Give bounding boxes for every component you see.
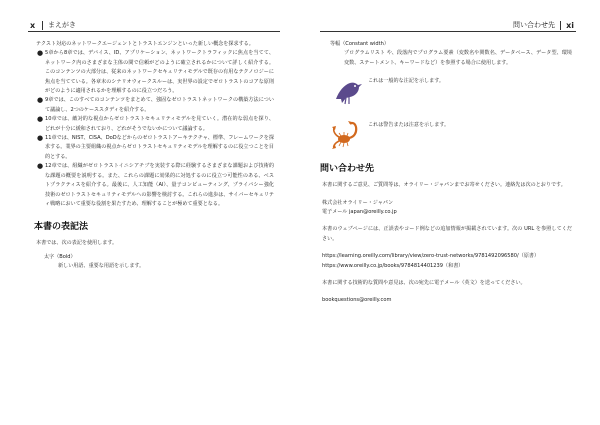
convention-name: 太字（Bold） bbox=[44, 253, 76, 260]
crow-icon bbox=[330, 73, 364, 107]
list-item: ● 11章では、NIST、CISA、DoDなどからのゼロトラストアーキテクチャ、標準、フレームワークを探求する。業界の主要組織の視点からゼロトラストセキュリティモデルを理解するのに役立つことを目的とする。 bbox=[37, 134, 274, 160]
section-heading: 問い合わせ先 bbox=[320, 164, 375, 175]
list-item: ● 10章では、敵対的な視点からゼロトラストセキュリティモデルを見ていく。潜在的な弱点を探り、どれが十分に緩和されており、どれがそうでないかについて議論する。 bbox=[37, 115, 274, 132]
convention-description: 新しい用語、重要な用語を示します。 bbox=[58, 263, 145, 270]
bullet-icon: ● bbox=[37, 49, 44, 58]
left-page-header bbox=[28, 20, 280, 32]
right-page bbox=[300, 0, 600, 425]
contact-email: 電子メール japan@oreilly.co.jp bbox=[322, 209, 397, 216]
warning-callout bbox=[322, 115, 572, 155]
scorpion-icon bbox=[330, 117, 364, 151]
tech-question-text: 本書に関する技術的な質問や意見は、次の宛先に電子メール（英文）を送ってください。 bbox=[322, 280, 526, 287]
note-callout bbox=[322, 71, 572, 111]
convention-description: プログラムリスト や、段落内でプログラム要素（変数名や関数名、データベース、データ型、環境変数、ステートメント、キーワードなど）を参照する場合に使用します。 bbox=[344, 50, 572, 66]
left-page-content bbox=[36, 40, 274, 272]
bullet-icon: ● bbox=[37, 134, 44, 143]
warning-text: これは警告または注意を示します。 bbox=[368, 122, 450, 129]
bullet-icon: ● bbox=[37, 115, 44, 124]
url-japanese[interactable]: https://www.oreilly.co.jp/books/9784814401239（和書） bbox=[322, 262, 464, 269]
url-original[interactable]: https://learning.oreilly.com/library/view/zero-trust-networks/9781492096580/（原書） bbox=[322, 253, 540, 260]
tech-email[interactable]: bookquestions@oreilly.com bbox=[322, 297, 392, 304]
contact-intro: 本書に関するご意見、ご質問等は、オライリー・ジャパンまでお寄せください。連絡先は次のとおりです。 bbox=[322, 182, 566, 189]
header-divider bbox=[560, 21, 561, 30]
page-number: x bbox=[30, 21, 36, 30]
header-divider bbox=[42, 21, 43, 30]
convention-name: 等幅（Constant width） bbox=[330, 41, 389, 47]
bullet-icon: ● bbox=[37, 162, 44, 171]
section-intro: 本書では、次の表記を使用します。 bbox=[36, 240, 118, 247]
right-page-content bbox=[322, 40, 572, 306]
bullet-icon: ● bbox=[37, 96, 44, 105]
list-item: ● 5章から8章では、デバイス、ID、アプリケーション、ネットワークトラフィックに焦点を当てて、ネットワーク内のさまざまな主体の間で信頼がどのように確立されるかについて詳しく紹介する。このコンテンツの大部分は、従来のネットワークセキュリティモデルで既存の有用なテクノロジーに焦点を当てている。各章末のシナリオウォークスルーは、実世界の設定でゼロトラストのコアな原則がどのように適用されるかを理解するのに役立つだろう。 bbox=[37, 49, 274, 95]
list-item: ● 9章では、このすべてのコンテンツをまとめて、強固なゼロトラストネットワークの構築方法について議論し、2つのケーススタディを紹介する。 bbox=[37, 96, 274, 113]
running-title: まえがき bbox=[48, 21, 76, 29]
section-heading: 本書の表記法 bbox=[34, 222, 89, 233]
web-intro: 本書のウェブページには、正誤表やコード例などの追加情報が掲載されています。次の URL を参照してください。 bbox=[322, 226, 572, 242]
page-number: xi bbox=[566, 21, 574, 30]
chapter-list bbox=[36, 49, 274, 209]
convention-entry bbox=[322, 40, 572, 68]
right-page-header bbox=[320, 20, 576, 32]
intro-paragraph: テクスト対応のネットワークエージェントとトラストエンジンといった新しい概念を探求する。 bbox=[36, 41, 254, 47]
convention-entry bbox=[36, 253, 274, 272]
running-title: 問い合わせ先 bbox=[513, 21, 555, 29]
note-text: これは一般的な注記を示します。 bbox=[368, 78, 444, 85]
company-name: 株式会社オライリー・ジャパン bbox=[322, 199, 394, 206]
list-item: ● 12章では、組織がゼロトラストイニシアチブを実装する際に経験するさまざまな課題および技術的な課題の概要を説明する。また、これらの課題に効果的に対処するのに役立つ可能性のある、ベストプラクティスを紹介する。最後に、人工知能（AI）、量子コンピューティング、プライバシー強化技術のゼロトラストセキュリティモデルへの影響を検討する。これらの進歩は、サイバーセキュリティ戦略において重要な役割を果たすため、理解することが極めて重要となる。 bbox=[37, 162, 274, 207]
